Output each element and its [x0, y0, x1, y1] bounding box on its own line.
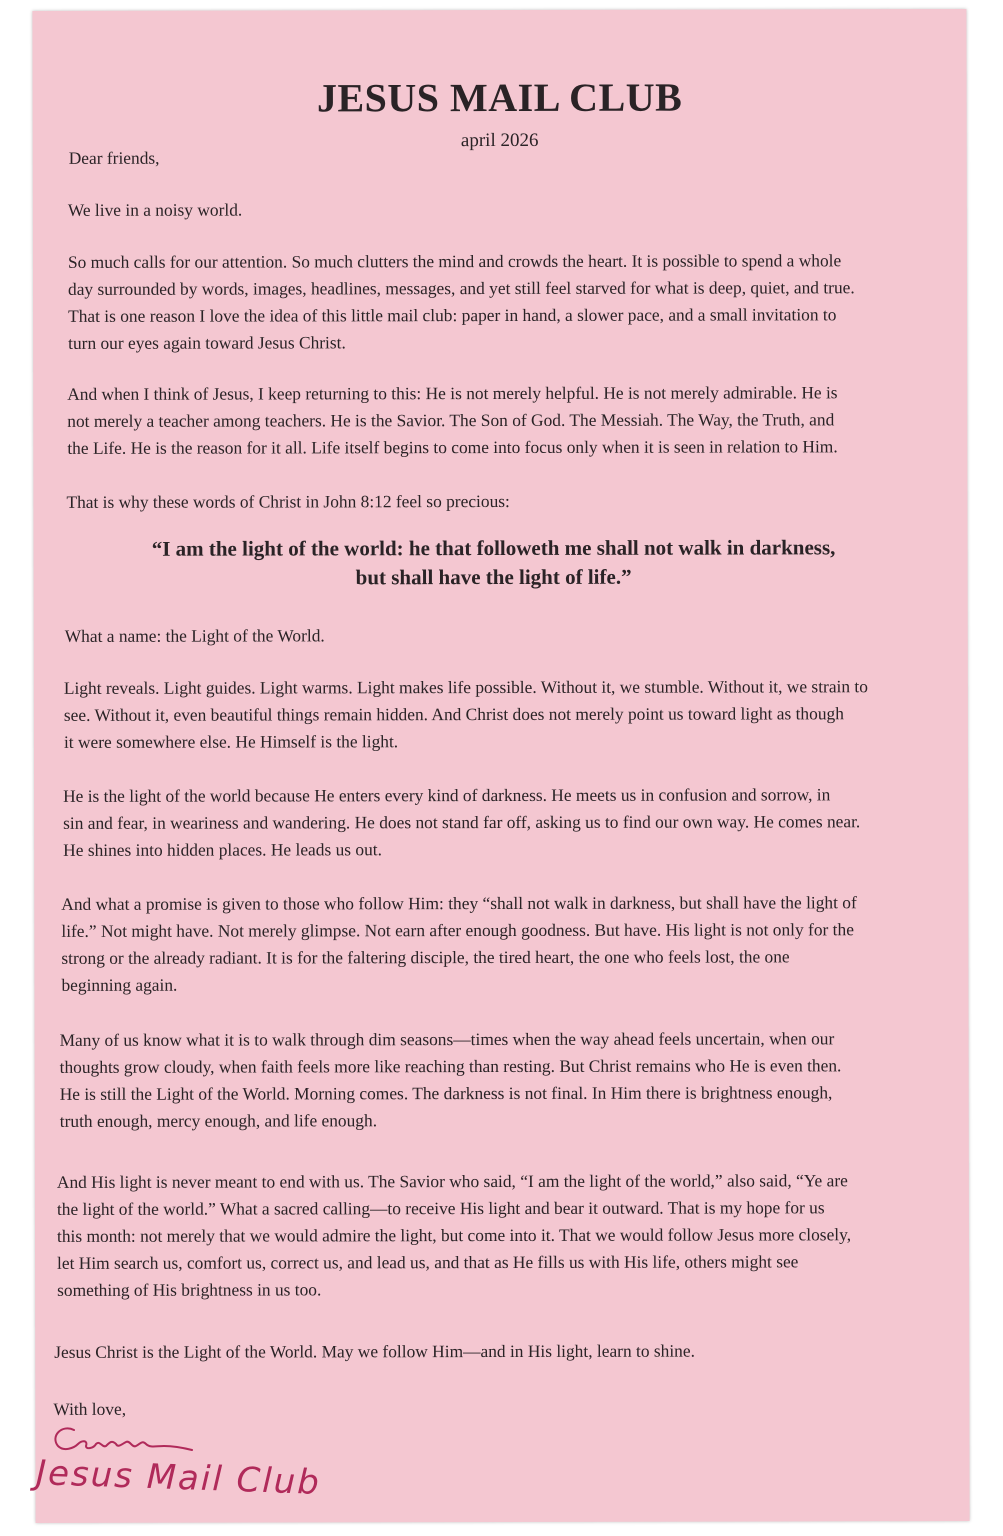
paragraph-6: Light reveals. Light guides. Light warms. Light makes life possible. Without it, we stumble. Without it, we strain to see. Without it, even beautiful things remain hidden. And Christ does not merely point us toward light as though it were somewhere else. He Himself is the light.	[63, 676, 868, 752]
paragraph-2: So much calls for our attention. So much clutters the mind and crowds the heart. It is possible to spend a whole day surrounded by words, images, headlines, messages, and yet still feel starved for what is deep, quiet, and true. That is one reason I love the idea of this little mail club: paper in hand, a slower pace, and a small invitation to turn our eyes again toward Jesus Christ.	[67, 250, 855, 353]
paragraph-5: What a name: the Light of the World.	[64, 625, 325, 646]
paragraph-7: He is the light of the world because He enters every kind of darkness. He meets us in confusion and sorrow, in sin and fear, in weariness and wandering. He does not stand far off, asking us to find our own way. He comes near. He shines into hidden places. He leads us out.	[63, 784, 861, 860]
closing: With love,	[53, 1398, 127, 1419]
paragraph-8: And what a promise is given to those who follow Him: they “shall not walk in darkness, but shall have the light of life.” Not might have. Not merely glimpse. Not earn after enough goodness. But have. His light is not only for the strong or the already radiant. It is for the faltering disciple, the tired heart, the one who feels lost, the one beginning again.	[61, 892, 857, 995]
paragraph-1: We live in a noisy world.	[67, 199, 243, 220]
paragraph-9: Many of us know what it is to walk through dim seasons—times when the way ahead feels uncertain, when our thoughts grow cloudy, when faith feels more like reaching than resting. But Christ remains who He is even then. He is still the Light of the World. Morning comes. The darkness is not final. In Him there is brightness enough, truth enough, mercy enough, and life enough.	[59, 1028, 842, 1131]
letter-paper	[32, 9, 969, 1523]
paragraph-3: And when I think of Jesus, I keep returning to this: He is not merely helpful. He is not merely admirable. He is not merely a teacher among teachers. He is the Savior. The Son of God. The Messiah. The Way, the Truth, and the Life. He is the reason for it all. Life itself begins to come into focus only when it is seen in relation to Him.	[67, 382, 838, 458]
greeting: Dear friends,	[68, 147, 160, 168]
signature-scribble	[44, 1418, 204, 1458]
paragraph-4: That is why these words of Christ in John 8:12 feel so precious:	[66, 490, 510, 512]
page-title: JESUS MAIL CLUB	[316, 74, 683, 121]
scripture-quote: “I am the light of the world: he that followeth me shall not walk in darkness, but shall have the light of life.”	[151, 535, 836, 590]
letter-date: april 2026	[460, 129, 539, 152]
handwritten-signature: Jesus Mail Club	[35, 1453, 322, 1503]
paragraph-10: And His light is never meant to end with us. The Savior who said, “I am the light of the world,” also said, “Ye are the light of the world.” What a sacred calling—to receive His light and bear it outward. That is my hope for us this month: not merely that we would admire the light, but come into it. That we would follow Jesus more closely, let Him search us, comfort us, correct us, and lead us, and that as He fills us with His life, others might see something of His brightness in us too.	[56, 1170, 852, 1300]
paragraph-11: Jesus Christ is the Light of the World. May we follow Him—and in His light, learn to shine.	[54, 1340, 695, 1362]
